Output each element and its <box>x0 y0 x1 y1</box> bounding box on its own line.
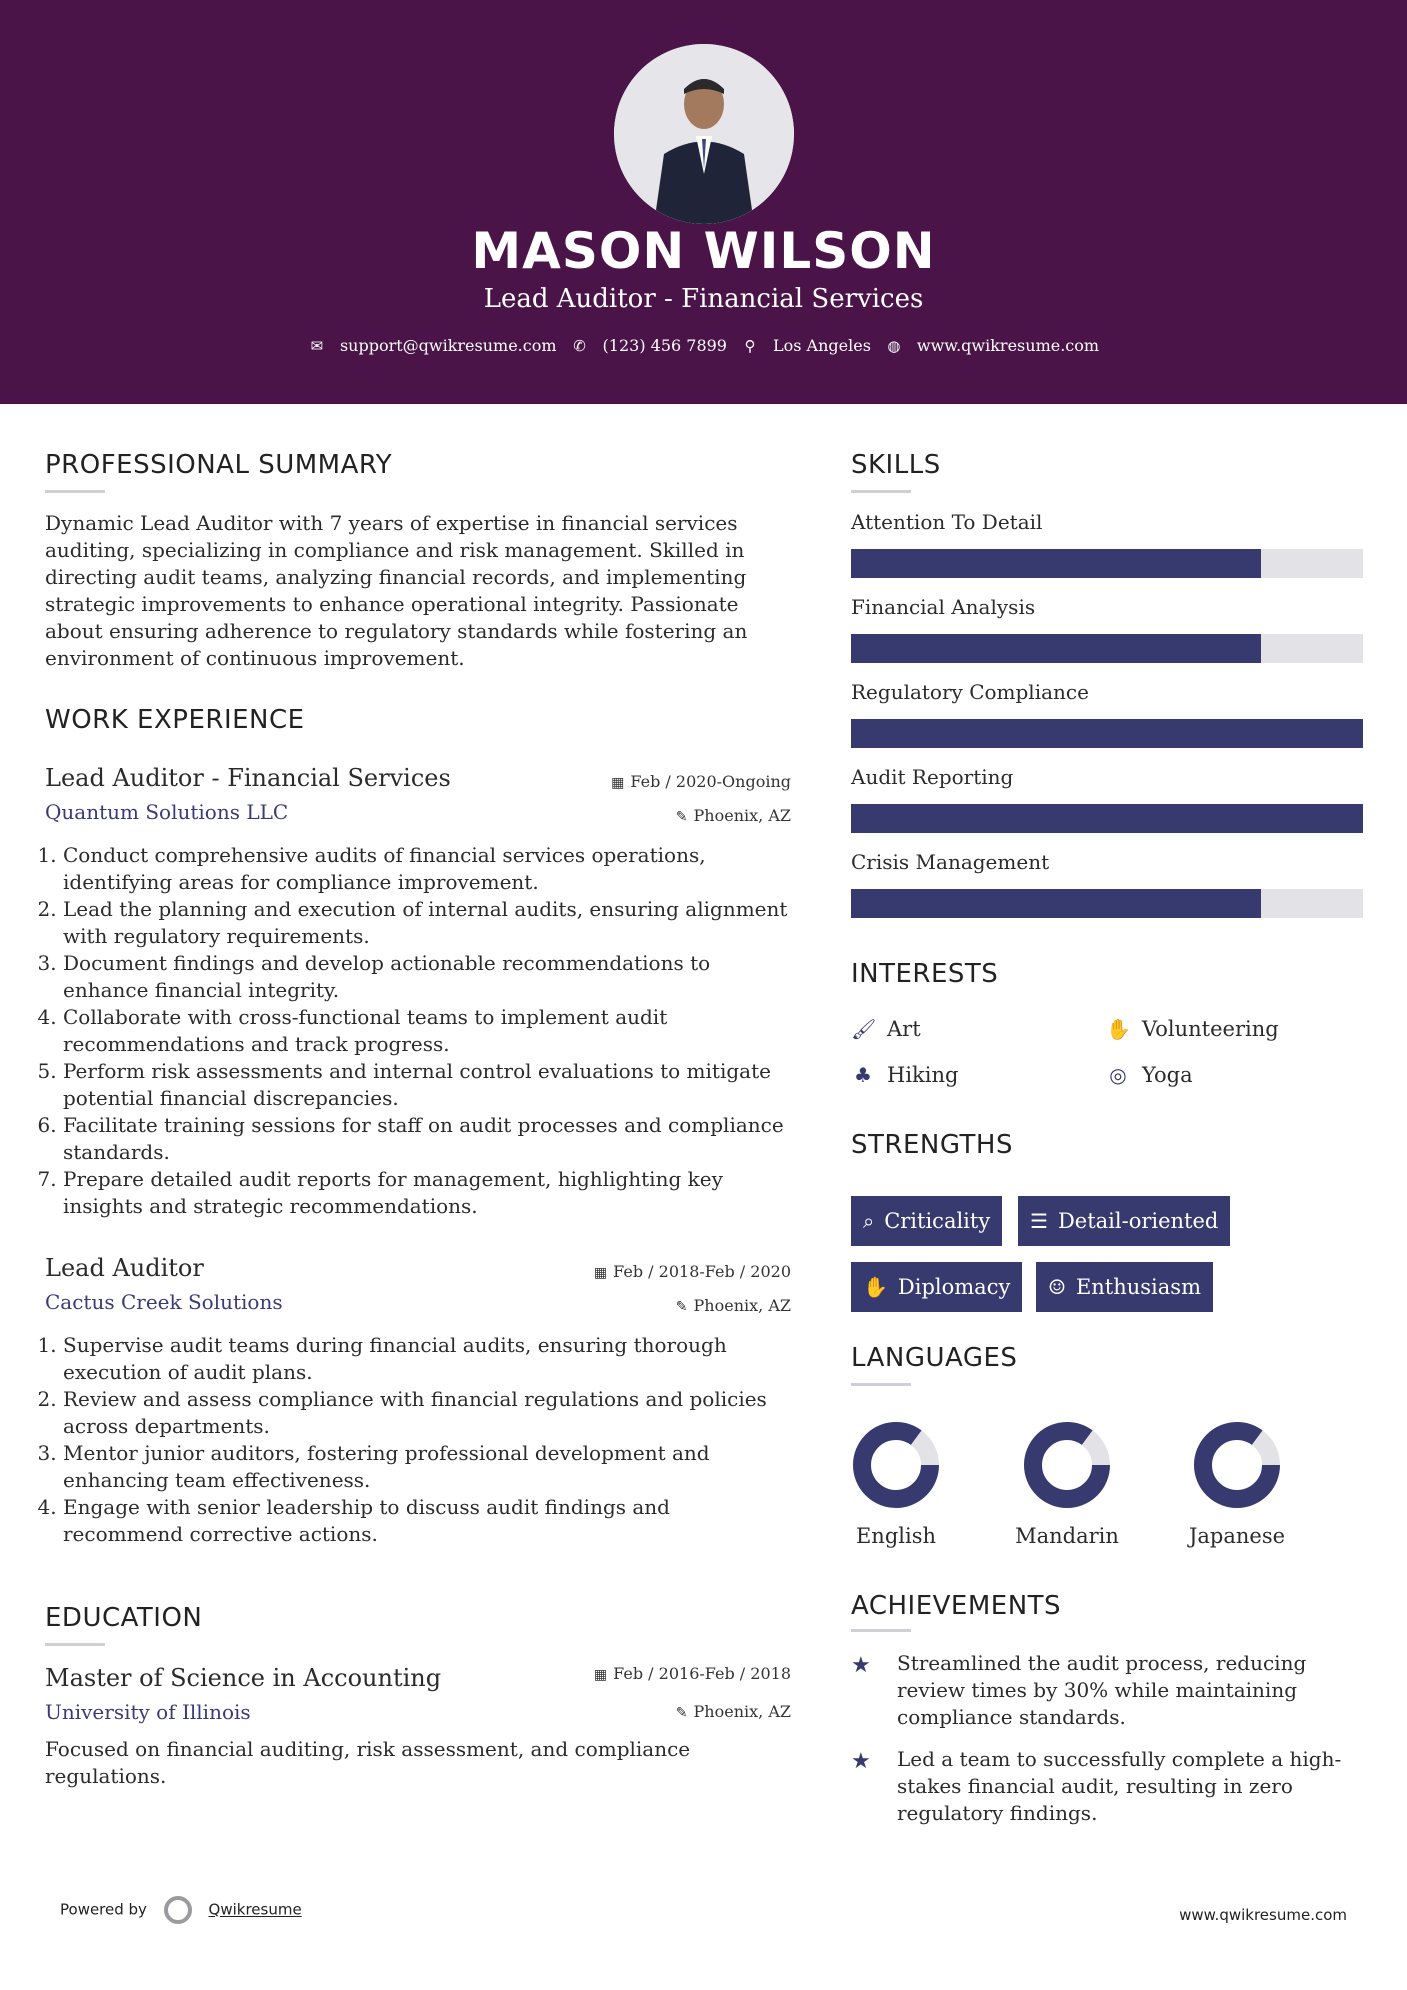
language-donut <box>1192 1420 1282 1510</box>
pin-icon: ✎ <box>675 1299 688 1315</box>
footer-powered-by <box>60 1896 302 1924</box>
brand-link[interactable]: Qwikresume <box>208 1900 302 1919</box>
calendar-icon: ▦ <box>593 1265 608 1281</box>
search-icon: ⌕ <box>863 1209 875 1233</box>
interests-heading: INTERESTS <box>851 959 999 989</box>
language-name: Japanese <box>1188 1524 1286 1548</box>
list-item: 1. Conduct comprehensive audits of financial services operations, identifying areas for compliance improvement. <box>63 842 795 896</box>
list-item: 5. Perform risk assessments and internal control evaluations to mitigate potential financial discrepancies. <box>63 1058 795 1112</box>
degree-title: Master of Science in Accounting <box>45 1664 442 1692</box>
contact-phone[interactable]: (123) 456 7899 <box>602 336 727 355</box>
education-location <box>676 1702 791 1721</box>
star-icon: ★ <box>851 1749 871 1774</box>
skill-bar <box>851 549 1363 578</box>
strength-label: Enthusiasm <box>1075 1275 1201 1299</box>
skill-label: Attention To Detail <box>851 510 1043 534</box>
achievements-rule <box>851 1629 911 1632</box>
skill-bar-fill <box>851 634 1261 663</box>
skill-bar-fill <box>851 719 1363 748</box>
job-location <box>676 1296 791 1315</box>
tree-icon: ♣ <box>854 1063 872 1087</box>
job-bullets <box>45 1332 795 1548</box>
candidate-name: MASON WILSON <box>471 222 936 280</box>
interest-label: Yoga <box>1142 1063 1193 1087</box>
summary-text: Dynamic Lead Auditor with 7 years of expertise in financial services auditing, specializing in compliance and risk management. Skilled in directing audit teams, analyzing financial records, and implementing strategic improvements to enhance operational integrity. Passionate about ensuring adherence to regulatory standards while fostering an environment of continuous improvement. <box>45 511 748 670</box>
language-donut <box>1022 1420 1112 1510</box>
strength-label: Diplomacy <box>897 1275 1011 1299</box>
interest-label: Hiking <box>887 1063 959 1087</box>
powered-by-label: Powered by <box>60 1900 147 1919</box>
job-dates-text: Feb / 2018-Feb / 2020 <box>613 1262 791 1281</box>
education-dates-text: Feb / 2016-Feb / 2018 <box>613 1664 791 1683</box>
interest-item-yoga <box>1106 1063 1193 1087</box>
language-name: English <box>855 1524 937 1548</box>
job-location-text: Phoenix, AZ <box>693 1296 791 1315</box>
achievement-text: Led a team to successfully complete a high-stakes financial audit, resulting in zero regulatory findings. <box>897 1747 1342 1825</box>
education-location-text: Phoenix, AZ <box>693 1702 791 1721</box>
skill-bar-fill <box>851 804 1363 833</box>
interest-label: Volunteering <box>1142 1017 1279 1041</box>
contact-location: Los Angeles <box>772 336 871 355</box>
strength-label: Detail-oriented <box>1057 1209 1219 1233</box>
achievement-item <box>851 1746 1371 1827</box>
list-item: 2. Lead the planning and execution of internal audits, ensuring alignment with regulatory requirements. <box>63 896 795 950</box>
handshake-icon: ✋ <box>863 1275 888 1299</box>
qwikresume-logo-icon <box>164 1896 192 1924</box>
skill-bar-fill <box>851 549 1261 578</box>
list-item: 7. Prepare detailed audit reports for management, highlighting key insights and strategic recommendations. <box>63 1166 795 1220</box>
achievement-text: Streamlined the audit process, reducing review times by 30% while maintaining compliance standards. <box>897 1651 1307 1729</box>
language-item <box>1007 1420 1127 1548</box>
education-heading: EDUCATION <box>45 1603 203 1633</box>
strength-label: Criticality <box>884 1209 991 1233</box>
list-icon: ☰ <box>1030 1209 1048 1233</box>
list-item: 4. Collaborate with cross-functional teams to implement audit recommendations and track progress. <box>63 1004 795 1058</box>
envelope-icon: ✉ <box>310 336 324 355</box>
strengths-heading: STRENGTHS <box>851 1130 1013 1160</box>
language-donut <box>851 1420 941 1510</box>
skill-label: Crisis Management <box>851 850 1050 874</box>
contact-email[interactable]: support@qwikresume.com <box>339 336 557 355</box>
job-location <box>676 806 791 825</box>
contact-website[interactable]: www.qwikresume.com <box>916 336 1100 355</box>
skill-label: Financial Analysis <box>851 595 1036 619</box>
list-item: 3. Document findings and develop actionable recommendations to enhance financial integrity. <box>63 950 795 1004</box>
calendar-icon: ▦ <box>593 1667 608 1683</box>
list-item: 6. Facilitate training sessions for staff on audit processes and compliance standards. <box>63 1112 795 1166</box>
strength-tag-enthusiasm <box>1036 1262 1213 1312</box>
skills-rule <box>851 490 911 493</box>
education-rule <box>45 1643 105 1646</box>
job-location-text: Phoenix, AZ <box>693 806 791 825</box>
list-item: 3. Mentor junior auditors, fostering professional development and enhancing team effectiveness. <box>63 1440 795 1494</box>
skill-bar <box>851 889 1363 918</box>
language-item <box>836 1420 956 1548</box>
languages-rule <box>851 1383 911 1386</box>
education-dates <box>594 1664 791 1683</box>
star-icon: ★ <box>851 1653 871 1678</box>
language-name: Mandarin <box>1015 1524 1119 1548</box>
language-item <box>1177 1420 1297 1548</box>
paintbrush-icon: 🖌 <box>851 1017 877 1041</box>
list-item: 4. Engage with senior leadership to discuss audit findings and recommend corrective actions. <box>63 1494 795 1548</box>
calendar-icon: ▦ <box>611 775 625 791</box>
interest-item-art <box>851 1017 921 1041</box>
languages-heading: LANGUAGES <box>851 1343 1018 1373</box>
map-pin-icon: ⚲ <box>744 336 756 355</box>
job-dates <box>594 1262 791 1281</box>
interest-item-hiking <box>851 1063 958 1087</box>
resume-header <box>0 0 1407 404</box>
job-company: Quantum Solutions LLC <box>45 800 289 824</box>
candidate-title: Lead Auditor - Financial Services <box>483 284 924 314</box>
job-dates-text: Feb / 2020-Ongoing <box>630 772 791 791</box>
pin-icon: ✎ <box>675 1705 688 1721</box>
skill-bar <box>851 719 1363 748</box>
pin-icon: ✎ <box>675 809 688 825</box>
skill-bar-fill <box>851 889 1261 918</box>
list-item: 2. Review and assess compliance with financial regulations and policies across departments. <box>63 1386 795 1440</box>
smile-icon: ☺ <box>1048 1275 1066 1299</box>
strength-tag-criticality <box>851 1196 1002 1246</box>
handshake-icon: ✋ <box>1106 1017 1131 1041</box>
job-title: Lead Auditor <box>45 1254 204 1282</box>
interest-label: Art <box>887 1017 921 1041</box>
summary-heading: PROFESSIONAL SUMMARY <box>45 450 393 480</box>
list-item: 1. Supervise audit teams during financial audits, ensuring thorough execution of audit plans. <box>63 1332 795 1386</box>
job-title: Lead Auditor - Financial Services <box>45 764 451 792</box>
contact-bar <box>0 336 1407 355</box>
summary-rule <box>45 490 105 493</box>
experience-heading: WORK EXPERIENCE <box>45 705 305 735</box>
lifebuoy-icon: ◎ <box>1109 1063 1127 1087</box>
education-description: Focused on financial auditing, risk assessment, and compliance regulations. <box>45 1737 691 1788</box>
skill-label: Audit Reporting <box>851 765 1014 789</box>
job-dates <box>611 772 791 791</box>
job-company: Cactus Creek Solutions <box>45 1290 283 1314</box>
strength-tag-diplomacy <box>851 1262 1022 1312</box>
globe-icon: ◍ <box>887 336 901 355</box>
school-name: University of Illinois <box>45 1700 251 1724</box>
profile-photo <box>614 44 794 224</box>
skill-bar <box>851 804 1363 833</box>
skills-heading: SKILLS <box>851 450 941 480</box>
skill-bar <box>851 634 1363 663</box>
footer-website[interactable]: www.qwikresume.com <box>1179 1906 1347 1924</box>
job-bullets <box>45 842 795 1220</box>
skill-label: Regulatory Compliance <box>851 680 1089 704</box>
interest-item-volunteering <box>1106 1017 1279 1041</box>
phone-icon: ✆ <box>573 336 586 355</box>
achievements-heading: ACHIEVEMENTS <box>851 1591 1062 1621</box>
strength-tag-detail-oriented <box>1018 1196 1230 1246</box>
achievement-item <box>851 1650 1371 1731</box>
